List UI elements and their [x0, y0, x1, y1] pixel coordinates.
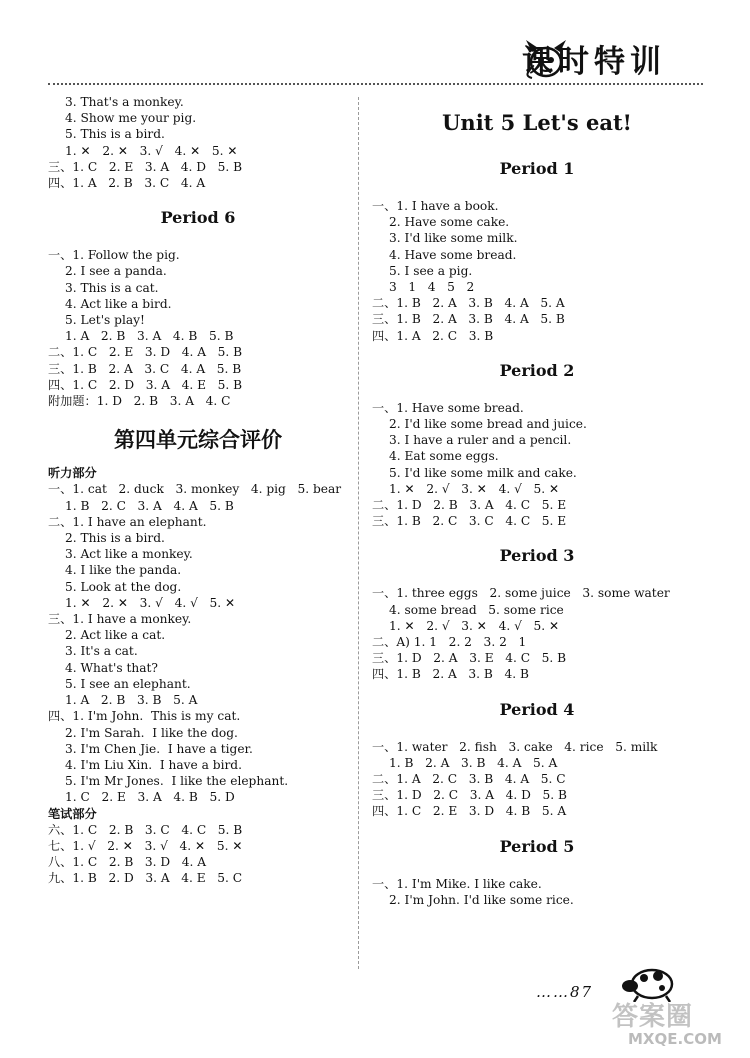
- text-line: 5. I'm Mr Jones. I like the elephant.: [65, 774, 289, 789]
- subsection-label: 听力部分: [48, 466, 97, 481]
- text-line: 3. I'm Chen Jie. I have a tiger.: [65, 741, 253, 756]
- answer-line: 3 1 4 5 2: [389, 280, 475, 295]
- answer-line: 1. B 2. A 3. B 4. A 5. A: [389, 755, 558, 770]
- text-line: 4. Show me your pig.: [65, 111, 197, 126]
- answer-line: 八、1. C 2. B 3. D 4. A: [48, 855, 207, 870]
- answer-line: 二、1. C 2. E 3. D 4. A 5. B: [48, 345, 243, 360]
- answer-line: 三、1. B 2. A 3. C 4. A 5. B: [48, 361, 242, 376]
- answer-line: 九、1. B 2. D 3. A 4. E 5. C: [48, 871, 243, 886]
- answer-line: 四、1. C 2. D 3. A 4. E 5. B: [48, 377, 243, 392]
- answer-line: 1. A 2. B 3. B 5. A: [65, 693, 198, 708]
- answer-line: 1. ✕ 2. √ 3. ✕ 4. √ 5. ✕: [389, 481, 560, 496]
- section-heading: Period 5: [499, 836, 575, 856]
- answer-line: 四、1. B 2. A 3. B 4. B: [372, 667, 529, 682]
- left-column: [48, 94, 348, 887]
- page-number: ……87: [536, 983, 594, 1001]
- text-line: 3. That's a monkey.: [65, 95, 184, 109]
- text-line: 3. This is a cat.: [65, 280, 159, 295]
- answer-line: 四、1. A 2. B 3. C 4. A: [48, 176, 206, 191]
- text-line: 4. I'm Liu Xin. I have a bird.: [65, 757, 242, 772]
- answer-line: 三、1. C 2. E 3. A 4. D 5. B: [48, 159, 243, 174]
- answer-line: 1. ✕ 2. ✕ 3. √ 4. ✕ 5. ✕: [65, 143, 238, 158]
- text-line: 5. This is a bird.: [65, 127, 165, 142]
- text-line: 2. I'm Sarah. I like the dog.: [65, 725, 238, 740]
- subsection-label: 笔试部分: [48, 806, 97, 821]
- text-line: 一、1. I'm Mike. I like cake.: [372, 876, 542, 891]
- answer-line: 1. C 2. E 3. A 4. B 5. D: [65, 790, 235, 805]
- text-line: 3. I have a ruler and a pencil.: [389, 433, 572, 448]
- text-line: 2. Act like a cat.: [65, 628, 166, 643]
- answer-line: 1. ✕ 2. √ 3. ✕ 4. √ 5. ✕: [389, 618, 560, 633]
- answer-line: 四、1. C 2. E 3. D 4. B 5. A: [372, 804, 567, 819]
- text-line: 2. I'd like some bread and juice.: [389, 417, 587, 432]
- text-line: 一、1. three eggs 2. some juice 3. some water: [372, 586, 670, 601]
- text-line: 4. Have some bread.: [389, 247, 517, 262]
- text-line: 4. Act like a bird.: [65, 296, 172, 311]
- section-heading: Period 6: [160, 208, 236, 228]
- section-heading: Period 3: [499, 546, 575, 566]
- text-line: 3. Act like a monkey.: [65, 547, 193, 562]
- text-line: 一、1. I have a book.: [372, 199, 499, 213]
- answer-line: 三、1. B 2. C 3. C 4. C 5. E: [372, 514, 567, 529]
- section-heading: Period 1: [499, 159, 575, 178]
- text-line: 三、1. I have a monkey.: [48, 612, 192, 627]
- answer-line: 二、1. A 2. C 3. B 4. A 5. C: [372, 772, 566, 787]
- unit-title: Unit 5 Let's eat!: [442, 110, 632, 135]
- answer-line: 三、1. B 2. A 3. B 4. A 5. B: [372, 312, 565, 327]
- answer-line: 四、1. A 2. C 3. B: [372, 328, 494, 343]
- text-line: 4. I like the panda.: [65, 563, 182, 578]
- header-title: 课时特训: [522, 44, 666, 80]
- text-line: 一、1. water 2. fish 3. cake 4. rice 5. milk: [372, 739, 658, 754]
- section-heading: 第四单元综合评价: [114, 428, 282, 453]
- answer-line: 二、1. D 2. B 3. A 4. C 5. E: [372, 498, 567, 513]
- section-heading: Period 2: [499, 360, 575, 380]
- text-line: 2. This is a bird.: [65, 531, 165, 546]
- text-line: 2. I see a panda.: [65, 264, 167, 279]
- answer-line: 三、1. D 2. A 3. E 4. C 5. B: [372, 651, 567, 666]
- answer-line: 三、1. D 2. C 3. A 4. D 5. B: [372, 788, 567, 803]
- text-line: 2. Have some cake.: [389, 215, 510, 230]
- text-line: 4. Eat some eggs.: [389, 449, 499, 464]
- header-divider: [48, 83, 703, 85]
- answer-line: 1. ✕ 2. ✕ 3. √ 4. √ 5. ✕: [65, 595, 236, 610]
- answer-line: 1. A 2. B 3. A 4. B 5. B: [65, 329, 234, 344]
- page-header: [0, 0, 750, 88]
- text-line: 二、1. I have an elephant.: [48, 514, 207, 529]
- text-line: 一、1. Follow the pig.: [48, 248, 180, 263]
- text-line: 4. What's that?: [65, 660, 158, 675]
- text-line: 3. I'd like some milk.: [389, 231, 518, 246]
- answer-line: 附加题：1. D 2. B 3. A 4. C: [48, 394, 231, 409]
- answer-line: 1. B 2. C 3. A 4. A 5. B: [65, 498, 234, 513]
- right-column: [372, 94, 702, 908]
- column-divider: [358, 97, 359, 969]
- text-line: 5. I see a pig.: [389, 263, 473, 278]
- watermark-url: MXQE.COM: [628, 1030, 722, 1048]
- text-line: 4. some bread 5. some rice: [389, 602, 564, 617]
- answer-line: 六、1. C 2. B 3. C 4. C 5. B: [48, 822, 243, 837]
- text-line: 5. Look at the dog.: [65, 579, 182, 594]
- text-line: 3. It's a cat.: [65, 644, 138, 659]
- answer-line: 二、A) 1. 1 2. 2 3. 2 1: [372, 635, 527, 650]
- text-line: 一、1. cat 2. duck 3. monkey 4. pig 5. bear: [48, 482, 342, 497]
- text-line: 2. I'm John. I'd like some rice.: [389, 892, 574, 907]
- section-heading: Period 4: [499, 699, 575, 719]
- text-line: 5. Let's play!: [65, 313, 145, 328]
- answer-line: 七、1. √ 2. ✕ 3. √ 4. ✕ 5. ✕: [48, 838, 243, 853]
- text-line: 一、1. Have some bread.: [372, 400, 524, 415]
- text-line: 四、1. I'm John. This is my cat.: [48, 709, 241, 724]
- watermark: 答案圈: [612, 1002, 694, 1032]
- text-line: 5. I see an elephant.: [65, 676, 191, 691]
- answer-line: 二、1. B 2. A 3. B 4. A 5. A: [372, 296, 565, 311]
- text-line: 5. I'd like some milk and cake.: [389, 465, 577, 480]
